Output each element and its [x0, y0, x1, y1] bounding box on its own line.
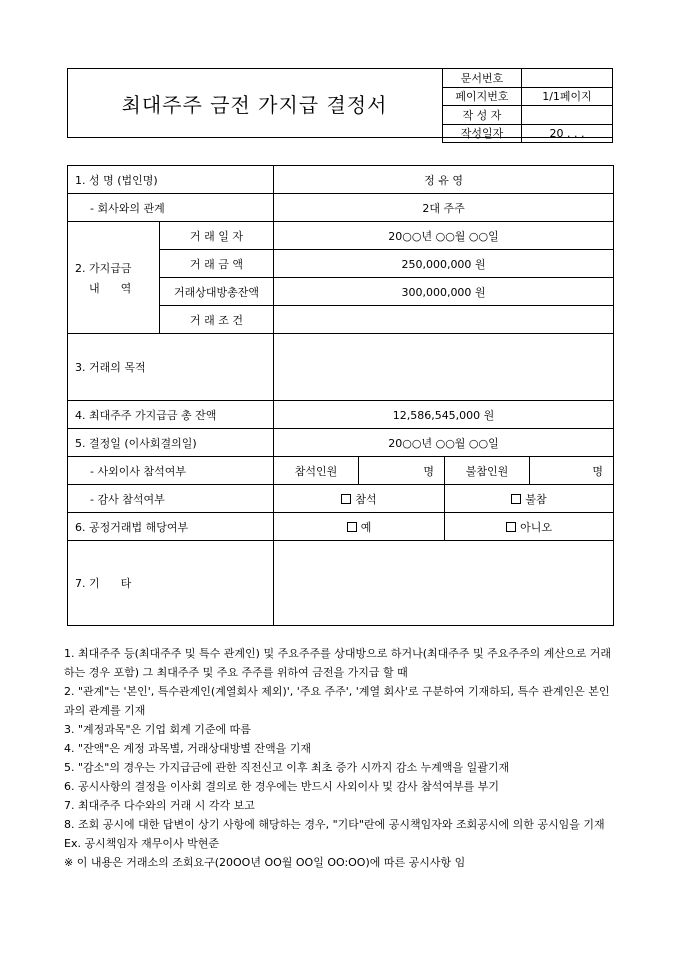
note-item: 2. "관계"는 '본인', 특수관계인(계열회사 제외)', '주요 주주', '계열 회사'로 구분하여 기재하되, 특수 관계인은 본인과의 관계를 기재	[64, 685, 610, 717]
note-item: 8. 조회 공시에 대한 답변이 상기 사항에 해당하는 경우, "기타"란에 공시책임자와 조회공시에 의한 공시임을 기재	[64, 818, 605, 831]
decision-date-value: 20○○년 ○○월 ○○일	[274, 429, 614, 457]
auditor-attend-option[interactable]	[274, 485, 445, 513]
author-label: 작 성 자	[443, 106, 522, 125]
note-example: Ex. 공시책임자 재무이사 박현준	[64, 837, 219, 850]
document-meta-table	[442, 68, 613, 143]
auditor-absent-option[interactable]	[445, 485, 614, 513]
advance-label-line2: 내 역	[89, 281, 132, 295]
advance-label-line1: 2. 가지급금	[75, 261, 132, 275]
absent-count-unit: 명	[530, 457, 614, 485]
auditor-attend-text: 참석	[355, 492, 377, 506]
relation-value: 2대 주주	[274, 194, 614, 222]
total-balance-value: 12,586,545,000 원	[274, 401, 614, 429]
other-value	[274, 541, 614, 626]
total-balance-label: 4. 최대주주 가지급금 총 잔액	[68, 401, 274, 429]
trade-date-value: 20○○년 ○○월 ○○일	[274, 222, 614, 250]
decision-form-table	[67, 165, 614, 626]
page-number-value: 1/1페이지	[522, 87, 613, 106]
purpose-value	[274, 334, 614, 401]
outside-director-label: - 사외이사 참석여부	[68, 457, 274, 485]
relation-label: - 회사와의 관계	[68, 194, 274, 222]
page-number-label: 페이지번호	[443, 87, 522, 106]
checkbox-icon[interactable]	[341, 494, 351, 504]
note-item: 1. 최대주주 등(최대주주 및 특수 관계인) 및 주요주주를 상대방으로 하거나(최대주주 및 주요주주의 계산으로 거래하는 경우 포함) 그 최대주주 및 주요 주주를 위하여 금전을 가지급 할 때	[64, 647, 611, 679]
date-label: 작성일자	[443, 124, 522, 143]
fair-trade-no-option[interactable]	[445, 513, 614, 541]
absent-count-label: 불참인원	[445, 457, 530, 485]
checkbox-icon[interactable]	[511, 494, 521, 504]
trade-date-label: 거 래 일 자	[160, 222, 274, 250]
attend-count-label: 참석인원	[274, 457, 359, 485]
note-item: 4. "잔액"은 계정 과목별, 거래상대방별 잔액을 기재	[64, 742, 311, 755]
note-item: 7. 최대주주 다수와의 거래 시 각각 보고	[64, 799, 255, 812]
checkbox-icon[interactable]	[506, 522, 516, 532]
decision-date-label: 5. 결정일 (이사회결의일)	[68, 429, 274, 457]
auditor-label: - 감사 참석여부	[68, 485, 274, 513]
checkbox-icon[interactable]	[347, 522, 357, 532]
fair-trade-no-text: 아니오	[520, 520, 552, 534]
document-title: 최대주주 금전 가지급 결정서	[121, 92, 388, 117]
note-item: 3. "계정과목"은 기업 회계 기준에 따름	[64, 723, 251, 736]
doc-number-label: 문서번호	[443, 69, 522, 88]
trade-terms-label: 거 래 조 건	[160, 306, 274, 334]
doc-number-value	[522, 69, 613, 88]
attend-count-unit: 명	[359, 457, 445, 485]
advance-label	[68, 222, 160, 334]
purpose-label: 3. 거래의 목적	[68, 334, 274, 401]
trade-amount-value: 250,000,000 원	[274, 250, 614, 278]
name-label: 1. 성 명 (법인명)	[68, 166, 274, 194]
note-disclaimer: ※ 이 내용은 거래소의 조회요구(20OO년 OO월 OO일 OO:OO)에 따른 공시사항 임	[64, 856, 466, 869]
note-item: 6. 공시사항의 결정을 이사회 결의로 한 경우에는 반드시 사외이사 및 감사 참석여부를 부기	[64, 780, 499, 793]
note-item: 5. "감소"의 경우는 가지급금에 관한 직전신고 이후 최초 증가 시까지 감소 누계액을 일괄기재	[64, 761, 510, 774]
fair-trade-yes-option[interactable]	[274, 513, 445, 541]
trade-terms-value	[274, 306, 614, 334]
notes-section	[64, 644, 620, 872]
fair-trade-label: 6. 공정거래법 해당여부	[68, 513, 274, 541]
other-label: 7. 기 타	[68, 541, 274, 626]
fair-trade-yes-text: 예	[360, 520, 372, 534]
auditor-absent-text: 불참	[525, 492, 547, 506]
author-value	[522, 106, 613, 125]
counterparty-balance-label: 거래상대방총잔액	[160, 278, 274, 306]
counterparty-balance-value: 300,000,000 원	[274, 278, 614, 306]
date-value: 20 . . .	[522, 124, 613, 143]
name-value: 정 유 영	[274, 166, 614, 194]
trade-amount-label: 거 래 금 액	[160, 250, 274, 278]
